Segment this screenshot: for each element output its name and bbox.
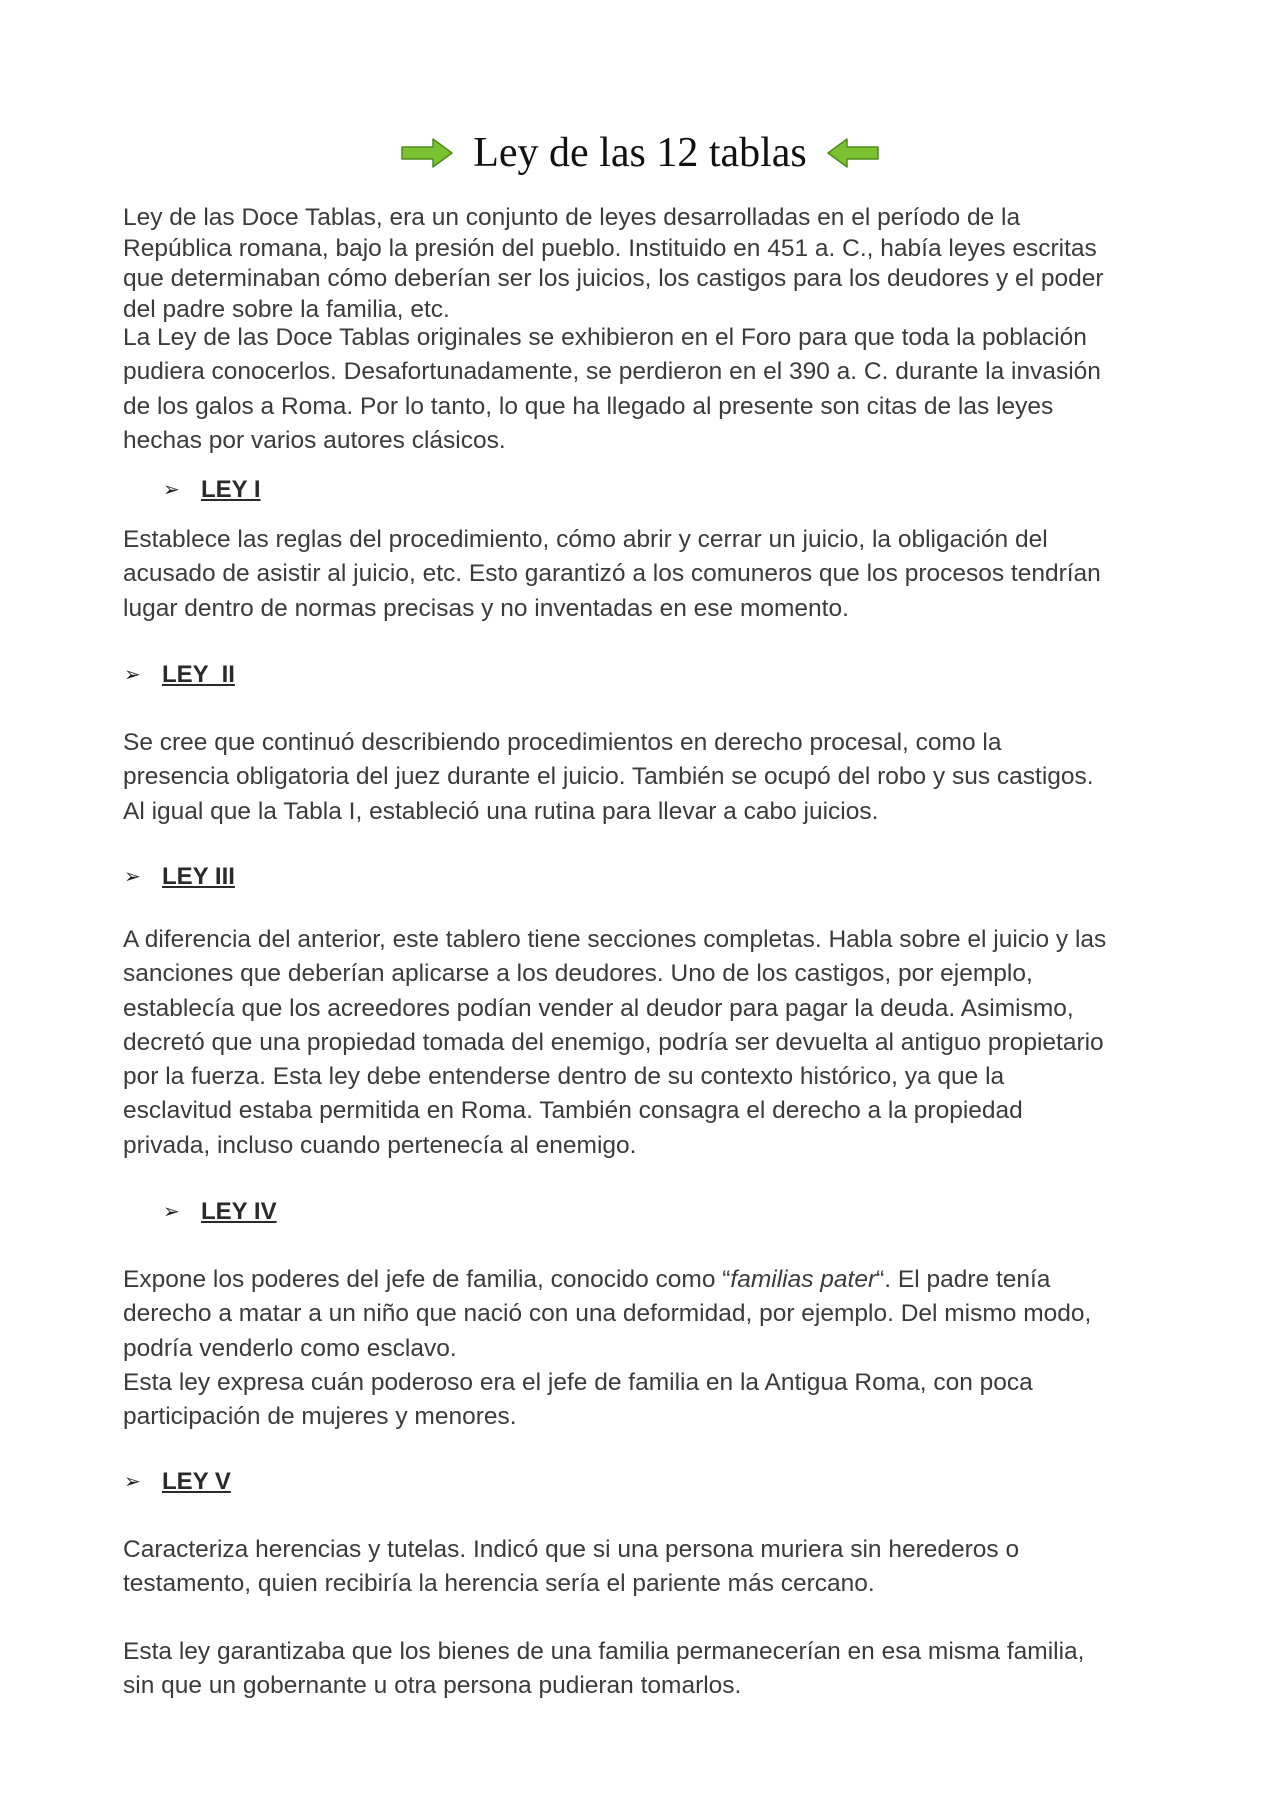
text-line: que determinaban cómo deberían ser los juicios, los castigos para los deudores y el poder <box>123 265 1104 292</box>
text-line: Caracteriza herencias y tutelas. Indicó que si una persona muriera sin herederos o <box>123 1536 1020 1563</box>
text-line: derecho a matar a un niño que nació con una deformidad, por ejemplo. Del mismo modo, <box>123 1300 1092 1328</box>
right-arrow-icon <box>401 138 453 168</box>
section-heading-ley-i: LEY I <box>201 476 261 503</box>
section-paragraph-ley-v-1 <box>123 1533 1183 1602</box>
section-paragraph-ley-iii <box>123 923 1183 1163</box>
text-line: Esta ley garantizaba que los bienes de una familia permanecerían en esa misma familia, <box>123 1638 1085 1665</box>
left-arrow-icon <box>827 138 879 168</box>
text-line: establecía que los acreedores podían vender al deudor para pagar la deuda. Asimismo, <box>123 994 1074 1022</box>
text-line: acusado de asistir al juicio, etc. Esto garantizó a los comuneros que los procesos tendrían <box>123 560 1101 588</box>
text-line: Se cree que continuó describiendo procedimientos en derecho procesal, como la <box>123 729 1002 756</box>
section-heading-ley-iii: LEY III <box>162 863 235 890</box>
bullet-arrow-icon: ➢ <box>124 866 141 888</box>
text-line: La Ley de las Doce Tablas originales se exhibieron en el Foro para que toda la población <box>123 324 1087 351</box>
text-line: decretó que una propiedad tomada del enemigo, podría ser devuelta al antiguo propietario <box>123 1028 1104 1056</box>
text-line: Establece las reglas del procedimiento, cómo abrir y cerrar un juicio, la obligación del <box>123 526 1048 553</box>
section-heading-ley-v: LEY V <box>162 1468 231 1495</box>
text-line: sin que un gobernante u otra persona pudieran tomarlos. <box>123 1672 742 1700</box>
text-line: A diferencia del anterior, este tablero tiene secciones completas. Habla sobre el juicio y las <box>123 926 1107 953</box>
section-paragraph-ley-i <box>123 523 1183 626</box>
section-paragraph-ley-iv <box>123 1263 1183 1434</box>
text-line: sanciones que deberían aplicarse a los deudores. Uno de los castigos, por ejemplo, <box>123 960 1033 988</box>
text-line: privada, incluso cuando pertenecía al enemigo. <box>123 1131 637 1159</box>
title-text: Ley de las 12 tablas <box>473 130 807 177</box>
bullet-arrow-icon: ➢ <box>163 479 180 501</box>
section-heading-ley-ii: LEY II <box>162 661 235 688</box>
bullet-arrow-icon: ➢ <box>124 664 141 686</box>
bullet-arrow-icon: ➢ <box>163 1201 180 1223</box>
text-run: Expone los poderes del jefe de familia, conocido como “ <box>123 1266 731 1293</box>
text-line: pudiera conocerlos. Desafortunadamente, se perdieron en el 390 a. C. durante la invasión <box>123 358 1101 386</box>
section-heading-ley-iv: LEY IV <box>201 1198 277 1225</box>
text-line: Ley de las Doce Tablas, era un conjunto de leyes desarrolladas en el período de la <box>123 204 1021 231</box>
text-line: participación de mujeres y menores. <box>123 1403 517 1431</box>
text-line: lugar dentro de normas precisas y no inventadas en ese momento. <box>123 594 849 622</box>
section-paragraph-ley-v-2 <box>123 1635 1183 1704</box>
intro-paragraph-1 <box>123 203 1183 325</box>
document-title <box>0 120 1280 183</box>
text-line: del padre sobre la familia, etc. <box>123 295 450 323</box>
text-line: Esta ley expresa cuán poderoso era el jefe de familia en la Antigua Roma, con poca <box>123 1368 1033 1396</box>
bullet-arrow-icon: ➢ <box>124 1471 141 1493</box>
italic-term: familias pater <box>730 1266 877 1293</box>
text-line: testamento, quien recibiría la herencia sería el pariente más cercano. <box>123 1570 875 1598</box>
text-line: Al igual que la Tabla I, estableció una rutina para llevar a cabo juicios. <box>123 797 879 825</box>
intro-paragraph-2 <box>123 321 1183 458</box>
text-line: hechas por varios autores clásicos. <box>123 426 506 454</box>
section-paragraph-ley-ii <box>123 726 1183 829</box>
text-line: esclavitud estaba permitida en Roma. También consagra el derecho a la propiedad <box>123 1097 1023 1125</box>
text-line: podría venderlo como esclavo. <box>123 1334 457 1362</box>
text-run: “. El padre tenía <box>876 1266 1051 1293</box>
text-line: República romana, bajo la presión del pueblo. Instituido en 451 a. C., había leyes escritas <box>123 234 1097 262</box>
text-line <box>123 1263 1183 1297</box>
text-line: presencia obligatoria del juez durante el juicio. También se ocupó del robo y sus castigos. <box>123 763 1094 791</box>
text-line: por la fuerza. Esta ley debe entenderse dentro de su contexto histórico, ya que la <box>123 1063 1005 1091</box>
text-line: de los galos a Roma. Por lo tanto, lo que ha llegado al presente son citas de las leyes <box>123 392 1054 420</box>
